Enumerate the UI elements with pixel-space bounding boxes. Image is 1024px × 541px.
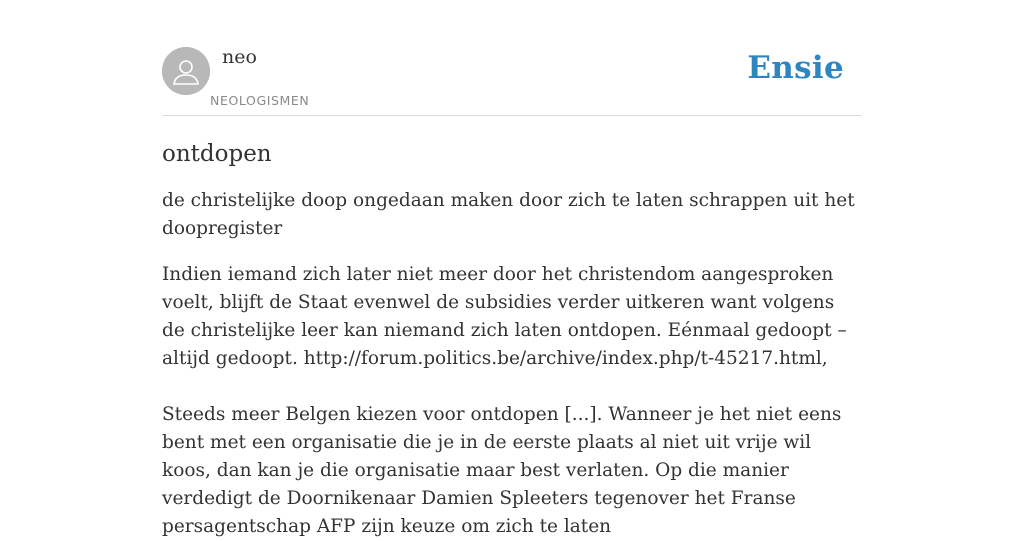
entry-card <box>162 40 862 541</box>
entry-example <box>162 261 862 541</box>
entry-definition: de christelijke doop ongedaan maken door zich te laten schrappen uit het doopregister <box>162 190 855 239</box>
category-label[interactable]: NEOLOGISMEN <box>210 93 310 108</box>
paragraph-spacer <box>162 373 862 401</box>
example-paragraph: Steeds meer Belgen kiezen voor ontdopen [...]. Wanneer je het niet eens bent met een organisatie die je in de eerste plaats al niet uit vrije wil koos, dan kan je die organisatie maar best verlaten. Op die manier verdedigt de Doornikenaar Damien Spleeters tegenover het Franse persagentschap AFP zijn keuze om zich te laten <box>162 404 842 537</box>
entry-header <box>162 40 862 116</box>
ensie-logo[interactable]: Ensie <box>747 50 844 86</box>
example-paragraph: Indien iemand zich later niet meer door het christendom aangesproken voelt, blijft de Staat evenwel de subsidies verder uitkeren want volgens de christelijke leer kan niemand zich laten ontdopen. Eénmaal gedoopt – altijd gedoopt. http://forum.politics.be/archive/index.php/t-45217.html, <box>162 264 847 369</box>
entry-word: ontdopen <box>162 141 272 167</box>
username[interactable]: neo <box>222 46 257 68</box>
user-avatar-icon[interactable] <box>162 47 210 95</box>
